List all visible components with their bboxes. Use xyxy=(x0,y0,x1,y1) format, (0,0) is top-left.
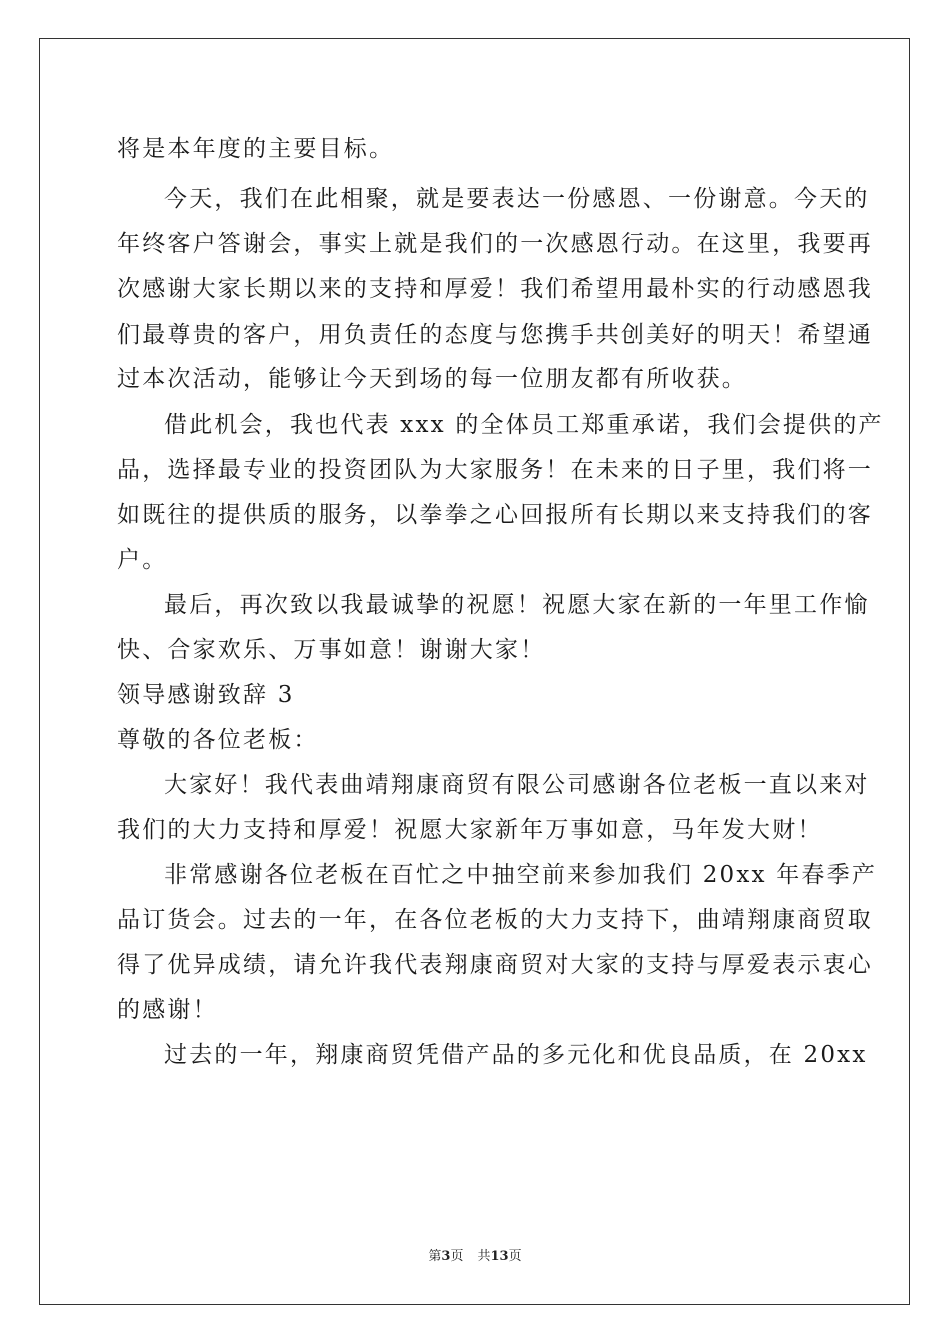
section-heading: 领导感谢致辞 3 xyxy=(117,682,295,708)
current-page-number: 3 xyxy=(441,1249,451,1264)
text-line: 户。 xyxy=(117,547,168,573)
total-page-count: 13 xyxy=(490,1249,509,1264)
footer-total-prefix: 共 xyxy=(477,1249,491,1264)
footer-total-suffix: 页 xyxy=(508,1249,522,1264)
text-line: 品订货会。过去的一年，在各位老板的大力支持下，曲靖翔康商贸取 xyxy=(117,907,873,933)
text-line: 如既往的提供质的服务，以拳拳之心回报所有长期以来支持我们的客 xyxy=(117,502,873,528)
text-line: 将是本年度的主要目标。 xyxy=(117,136,395,162)
paragraph-first-line: 大家好！我代表曲靖翔康商贸有限公司感谢各位老板一直以来对 xyxy=(164,772,870,798)
footer-prefix: 第 xyxy=(428,1249,442,1264)
text-line: 过本次活动，能够让今天到场的每一位朋友都有所收获。 xyxy=(117,366,747,392)
text-line: 品，选择最专业的投资团队为大家服务！在未来的日子里，我们将一 xyxy=(117,457,873,483)
page-footer xyxy=(0,1248,950,1266)
text-line: 的感谢！ xyxy=(117,997,218,1023)
paragraph-first-line: 最后，再次致以我最诚挚的祝愿！祝愿大家在新的一年里工作愉 xyxy=(164,592,870,618)
text-line: 年终客户答谢会，事实上就是我们的一次感恩行动。在这里，我要再 xyxy=(117,231,873,257)
text-line: 快、合家欢乐、万事如意！谢谢大家！ xyxy=(117,637,546,663)
footer-page-suffix: 页 xyxy=(450,1249,464,1264)
paragraph-first-line: 今天，我们在此相聚，就是要表达一份感恩、一份谢意。今天的 xyxy=(164,186,870,212)
text-line: 们最尊贵的客户，用负责任的态度与您携手共创美好的明天！希望通 xyxy=(117,322,873,348)
paragraph-first-line: 非常感谢各位老板在百忙之中抽空前来参加我们 20xx 年春季产 xyxy=(164,862,878,888)
salutation: 尊敬的各位老板： xyxy=(117,727,319,753)
text-line: 次感谢大家长期以来的支持和厚爱！我们希望用最朴实的行动感恩我 xyxy=(117,276,873,302)
text-line: 我们的大力支持和厚爱！祝愿大家新年万事如意，马年发大财！ xyxy=(117,817,823,843)
paragraph-first-line: 过去的一年，翔康商贸凭借产品的多元化和优良品质，在 20xx xyxy=(164,1042,868,1068)
paragraph-first-line: 借此机会，我也代表 xxx 的全体员工郑重承诺，我们会提供的产 xyxy=(164,412,884,438)
text-line: 得了优异成绩，请允许我代表翔康商贸对大家的支持与厚爱表示衷心 xyxy=(117,952,873,978)
